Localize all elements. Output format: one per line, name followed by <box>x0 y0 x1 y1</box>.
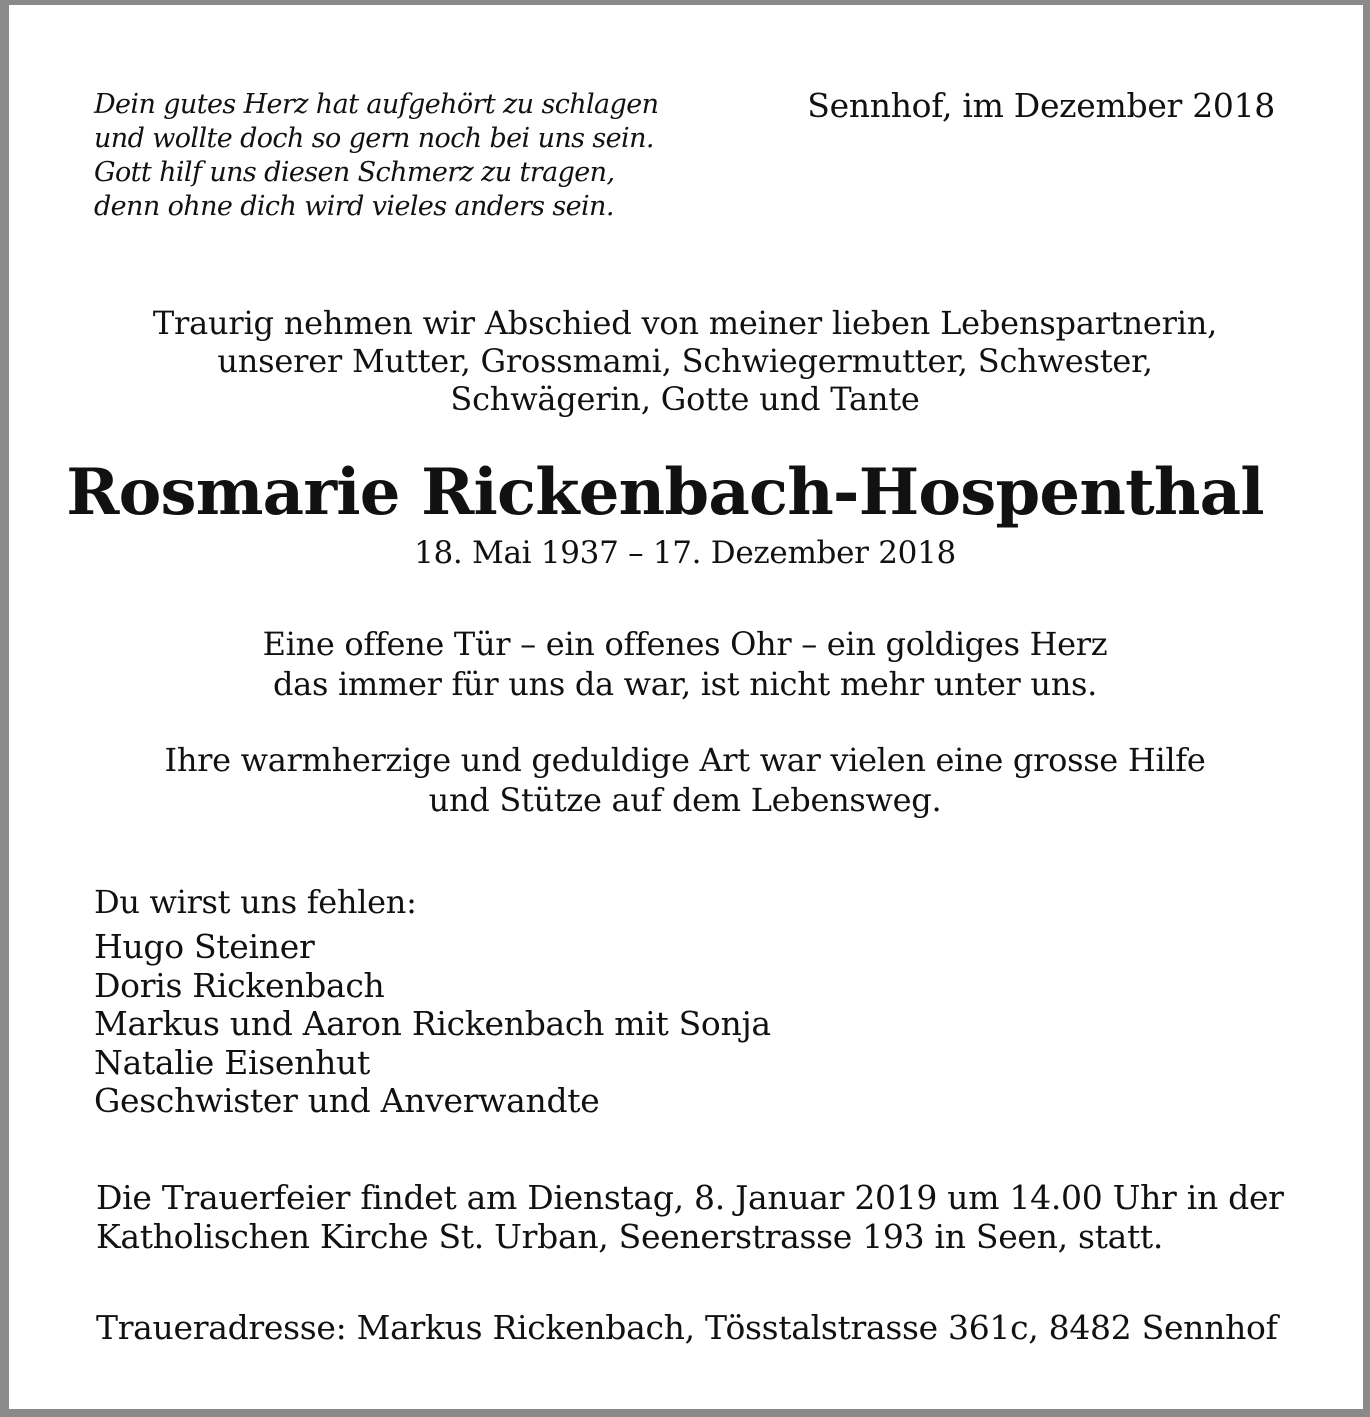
list-item: Natalie Eisenhut <box>94 1042 370 1082</box>
memorial-verse <box>94 88 734 224</box>
verse-line: denn ohne dich wird vieles anders sein. <box>94 191 614 222</box>
verse-line: Gott hilf uns diesen Schmerz zu tragen, <box>94 157 615 188</box>
list-item: Doris Rickenbach <box>94 965 385 1005</box>
list-item: Markus und Aaron Rickenbach mit Sonja <box>94 1004 771 1043</box>
mourners-heading: Du wirst uns fehlen: <box>94 883 417 921</box>
tribute-text <box>0 740 1370 820</box>
funeral-service-info <box>96 1178 1284 1256</box>
list-item: Hugo Steiner <box>94 927 315 966</box>
list-item: Geschwister und Anverwandte <box>94 1081 600 1120</box>
deceased-name: Rosmarie Rickenbach-Hospenthal <box>66 455 1264 530</box>
intro-line: unserer Mutter, Grossmami, Schwiegermutter, Schwester, <box>217 342 1153 380</box>
verse-line: und wollte doch so gern noch bei uns sein. <box>94 123 654 154</box>
tribute-line: und Stütze auf dem Lebensweg. <box>428 781 942 819</box>
place-date: Sennhof, im Dezember 2018 <box>807 86 1275 125</box>
tribute-quote <box>0 624 1370 704</box>
service-line: Katholischen Kirche St. Urban, Seenerstrasse 193 in Seen, statt. <box>96 1217 1164 1256</box>
life-dates: 18. Mai 1937 – 17. Dezember 2018 <box>414 535 956 571</box>
quote-line: das immer für uns da war, ist nicht mehr unter uns. <box>273 665 1097 703</box>
quote-line: Eine offene Tür – ein offenes Ohr – ein goldiges Herz <box>262 625 1108 663</box>
verse-line: Dein gutes Herz hat aufgehört zu schlagen <box>94 89 659 120</box>
service-line: Die Trauerfeier findet am Dienstag, 8. Januar 2019 um 14.00 Uhr in der <box>96 1178 1284 1217</box>
mourning-address: Traueradresse: Markus Rickenbach, Tösstalstrasse 361c, 8482 Sennhof <box>96 1308 1278 1347</box>
intro-line: Traurig nehmen wir Abschied von meiner lieben Lebenspartnerin, <box>152 304 1218 342</box>
mourners-list <box>94 928 771 1121</box>
farewell-intro <box>0 304 1370 418</box>
tribute-line: Ihre warmherzige und geduldige Art war vielen eine grosse Hilfe <box>164 741 1206 779</box>
intro-line: Schwägerin, Gotte und Tante <box>450 380 920 418</box>
